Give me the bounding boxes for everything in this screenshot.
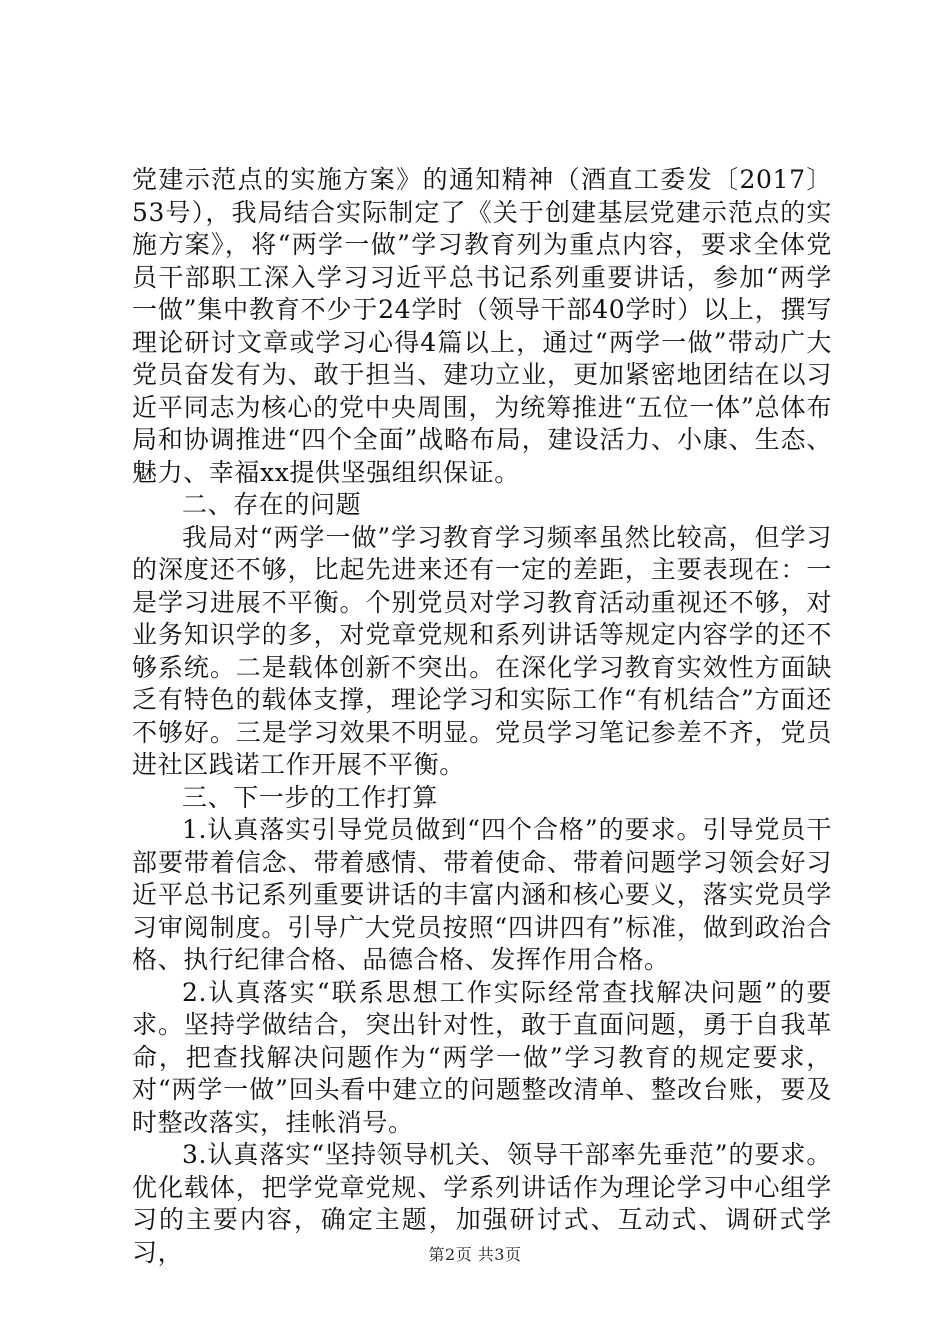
section-heading-problems: 二、存在的问题	[182, 490, 362, 519]
paragraph-step-1: 1.认真落实引导党员做到“四个合格”的要求。引导党员干部要带着信念、带着感情、带着使命、带着问题学习领会好习近平总书记系列重要讲话的丰富内涵和核心要义，落实党员学习审阅制度。引导广大党员按照“四讲四有”标准，做到政治合格、执行纪律合格、品德合格、发挥作用合格。	[132, 815, 832, 974]
section-heading-next-steps: 三、下一步的工作打算	[182, 782, 439, 812]
paragraph-intro: 党建示范点的实施方案》的通知精神（酒直工委发〔2017〕53号），我局结合实际制定了《关于创建基层党建示范点的实施方案》，将“两学一做”学习教育列为重点内容，要求全体党员干部职工深入学习习近平总书记系列重要讲话，参加“两学一做”集中教育不少于24学时（领导干部40学时）以上，撰写理论研讨文章或学习心得4篇以上，通过“两学一做”带动广大党员奋发有为、敢于担当、建功立业，更加紧密地团结在以习近平同志为核心的党中央周围，为统筹推进“五位一体”总体布局和协调推进“四个全面”战略布局，建设活力、小康、生态、魅力、幸福xx提供坚强组织保证。	[132, 165, 832, 487]
paragraph-problems: 我局对“两学一做”学习教育学习频率虽然比较高，但学习的深度还不够，比起先进来还有一定的差距，主要表现在：一是学习进展不平衡。个别党员对学习教育活动重视还不够，对业务知识学的多，对党章党规和系列讲话等规定内容学的还不够系统。二是载体创新不突出。在深化学习教育实效性方面缺乏有特色的载体支撑，理论学习和实际工作“有机结合”方面还不够好。三是学习效果不明显。党员学习笔记参差不齐，党员进社区践诺工作开展不平衡。	[132, 522, 832, 779]
paragraph-step-3: 3.认真落实“坚持领导机关、领导干部率先垂范”的要求。优化载体，把学党章党规、学系列讲话作为理论学习中心组学习的主要内容，确定主题，加强研讨式、互动式、调研式学习，	[132, 1140, 832, 1267]
document-body	[132, 164, 832, 1269]
page-footer: 第2页 共3页	[428, 1245, 522, 1264]
paragraph-step-2: 2.认真落实“联系思想工作实际经常查找解决问题”的要求。坚持学做结合，突出针对性，敢于直面问题，勇于自我革命，把查找解决问题作为“两学一做”学习教育的规定要求，对“两学一做”回头看中建立的问题整改清单、整改台账，要及时整改落实，挂帐消号。	[132, 977, 832, 1137]
